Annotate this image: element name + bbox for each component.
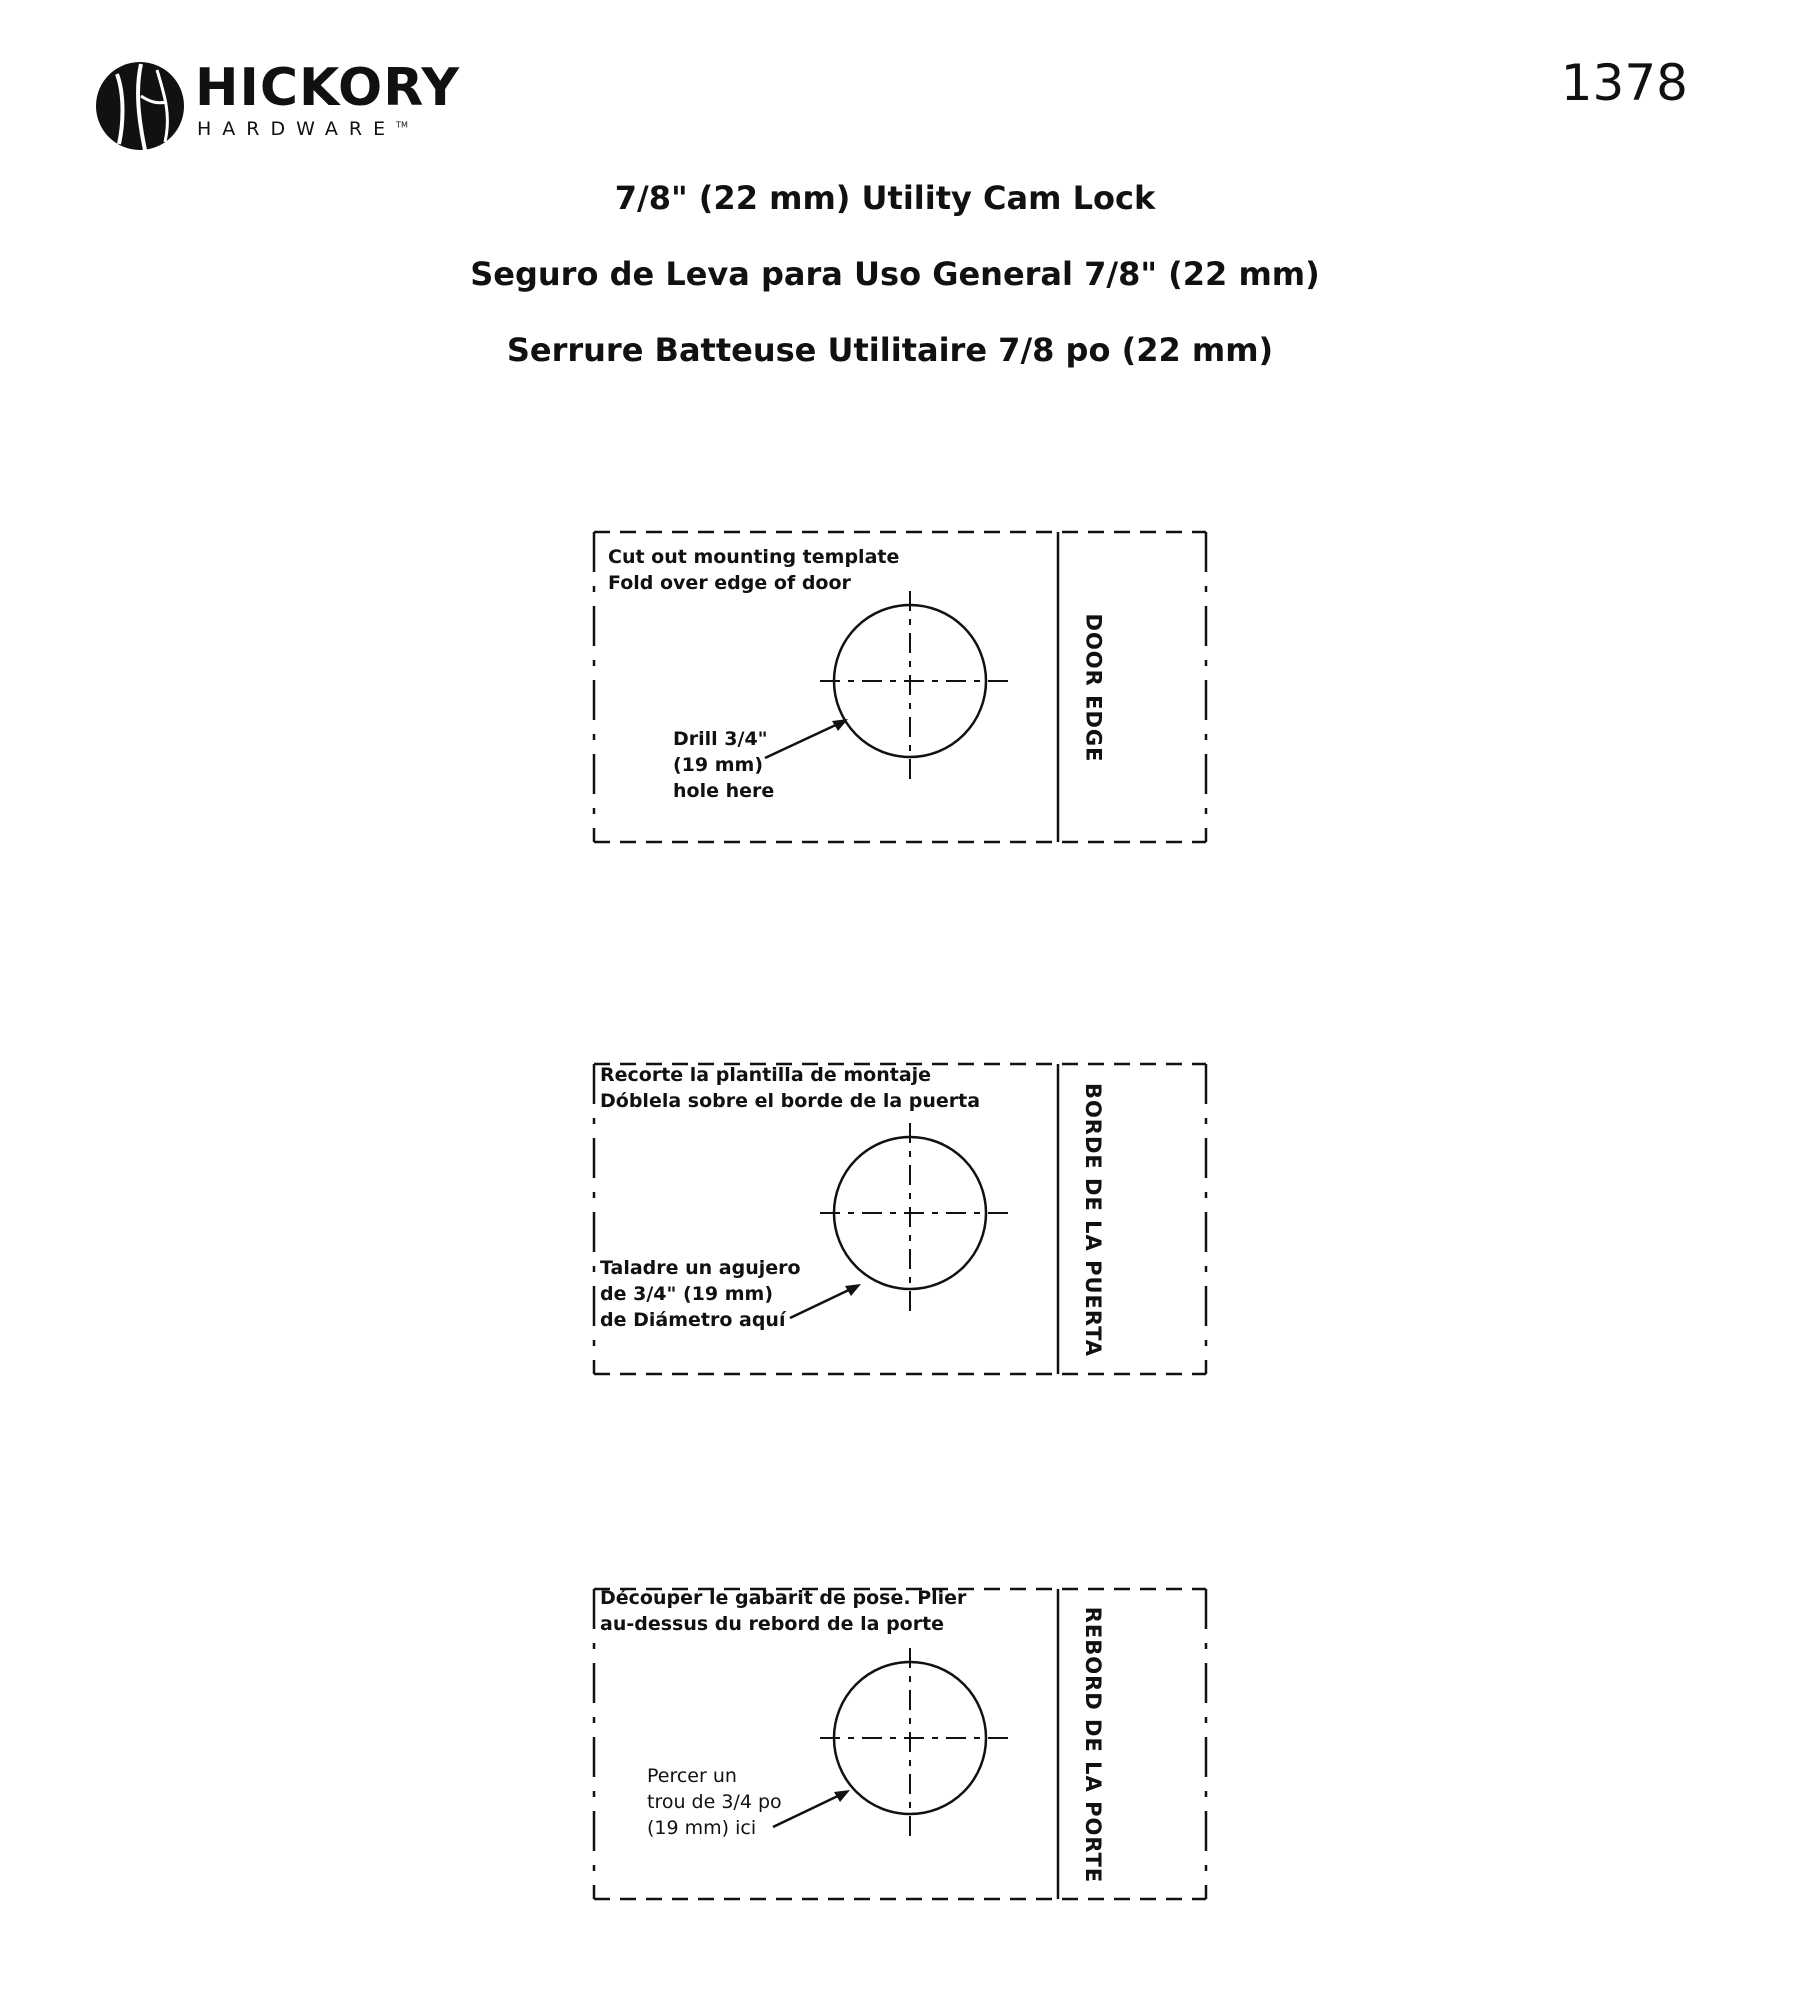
document-number: 1378 <box>1560 54 1688 112</box>
drill-target-icon <box>820 1648 1010 1840</box>
drill-line: de 3/4" (19 mm) <box>600 1283 774 1305</box>
brand-subtitle-text: HARDWARE <box>197 118 397 140</box>
mounting-template-french <box>590 1585 1215 1905</box>
drill-line: hole here <box>673 780 775 802</box>
template-instructions <box>600 1585 966 1637</box>
drill-line: Percer un <box>647 1765 737 1787</box>
mounting-template-spanish <box>590 1060 1215 1380</box>
drill-label <box>673 726 774 804</box>
drill-line: trou de 3/4 po <box>647 1791 782 1813</box>
door-edge-label <box>1058 1585 1128 1905</box>
arrow-icon <box>773 1790 850 1827</box>
drill-line: (19 mm) <box>673 754 764 776</box>
arrow-icon <box>790 1284 861 1318</box>
brand-logo <box>95 56 461 166</box>
drill-label <box>600 1255 801 1333</box>
drill-target-icon <box>820 591 1010 783</box>
arrow-icon <box>765 719 848 758</box>
instruction-line: Fold over edge of door <box>608 572 851 594</box>
mounting-template-english <box>590 528 1215 848</box>
edge-label-text: BORDE DE LA PUERTA <box>1081 1082 1105 1358</box>
brand-subtitle <box>197 120 408 139</box>
instruction-line: Recorte la plantilla de montaje <box>600 1064 932 1086</box>
template-instructions <box>600 1062 980 1114</box>
drill-label <box>647 1763 782 1841</box>
drill-line: de Diámetro aquí <box>600 1309 786 1331</box>
drill-line: Taladre un agujero <box>600 1257 801 1279</box>
hickory-leaf-icon <box>95 56 185 156</box>
drill-line: Drill 3/4" <box>673 728 768 750</box>
title-english: 7/8" (22 mm) Utility Cam Lock <box>614 179 1156 217</box>
door-edge-label <box>1058 1060 1128 1380</box>
instruction-line: Dóblela sobre el borde de la puerta <box>600 1090 981 1112</box>
instruction-line: Cut out mounting template <box>608 546 900 568</box>
edge-label-text: REBORD DE LA PORTE <box>1081 1606 1105 1884</box>
brand-name: HICKORY <box>195 58 461 118</box>
edge-label-text: DOOR EDGE <box>1081 613 1106 763</box>
trademark-mark: TM <box>396 120 408 130</box>
title-spanish: Seguro de Leva para Uso General 7/8" (22 mm) <box>470 255 1320 293</box>
drill-line: (19 mm) ici <box>647 1817 757 1839</box>
instruction-line: Découper le gabarit de pose. Plier <box>600 1587 967 1609</box>
door-edge-label <box>1058 528 1128 848</box>
title-french: Serrure Batteuse Utilitaire 7/8 po (22 mm) <box>506 331 1274 369</box>
template-instructions <box>608 544 899 596</box>
instruction-line: au-dessus du rebord de la porte <box>600 1613 945 1635</box>
